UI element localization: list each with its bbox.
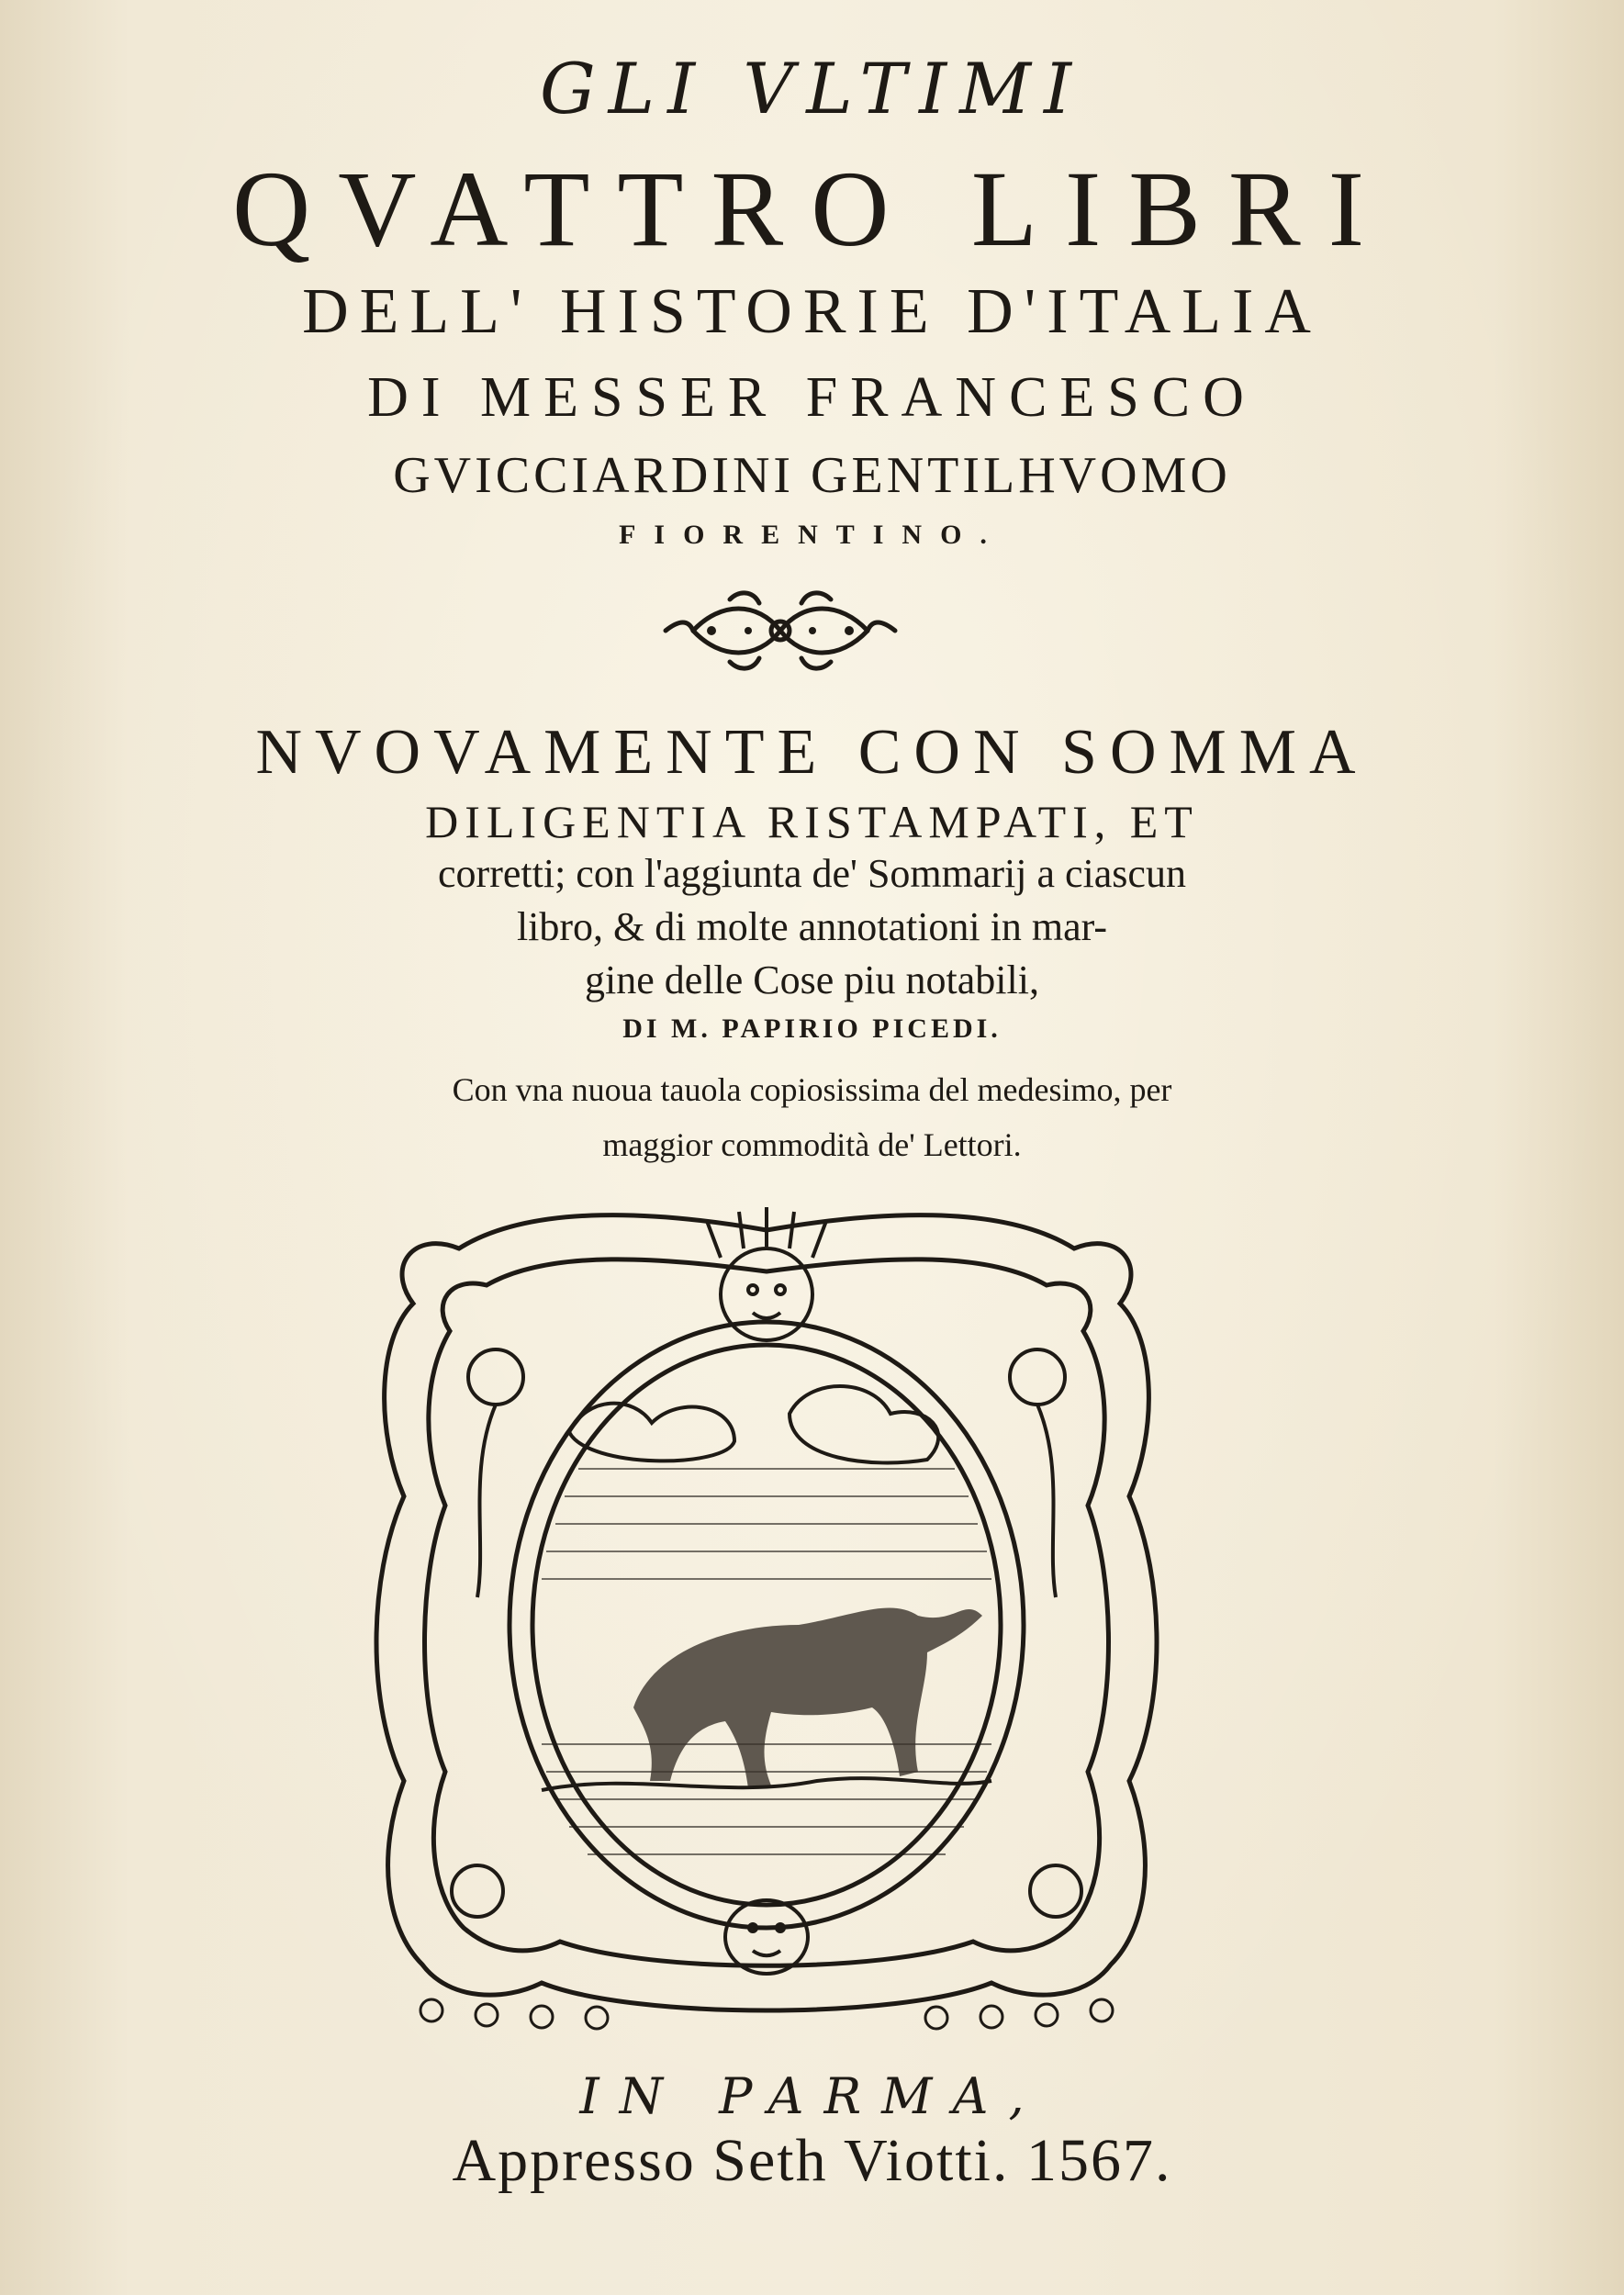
imprint-place: IN PARMA,	[579, 2067, 1045, 2125]
printers-device-woodcut	[358, 1193, 1175, 2047]
title-line-3: DELL' HISTORIE D'ITALIA	[302, 276, 1322, 347]
title-line-1: GLI VLTIMI	[539, 48, 1085, 129]
title-line-6: FIORENTINO.	[619, 520, 1005, 550]
title-line-2: QVATTRO LIBRI	[231, 149, 1392, 269]
subtitle-line-1: NVOVAMENTE CON SOMMA	[255, 717, 1369, 788]
subtitle-line-5: gine delle Cose piu notabili,	[585, 957, 1039, 1002]
subtitle-line-6: DI M. PAPIRIO PICEDI.	[622, 1013, 1002, 1044]
subtitle-line-4: libro, & di molte annotationi in mar-	[516, 904, 1108, 949]
subtitle-line-2: DILIGENTIA RISTAMPATI, ET	[425, 796, 1199, 847]
subtitle-line-3: corretti; con l'aggiunta de' Sommarij a ciascun	[438, 851, 1186, 896]
fleuron-ornament	[656, 583, 904, 679]
title-line-5: GVICCIARDINI GENTILHVOMO	[393, 447, 1231, 504]
subtitle-line-8: maggior commodità de' Lettori.	[602, 1126, 1022, 1163]
subtitle-line-7: Con vna nuoua tauola copiosissima del medesimo, per	[452, 1071, 1172, 1108]
wolf-figure	[633, 1607, 982, 1788]
title-line-4: DI MESSER FRANCESCO	[367, 366, 1257, 429]
imprint-printer-date: Appresso Seth Viotti. 1567.	[452, 2127, 1172, 2194]
